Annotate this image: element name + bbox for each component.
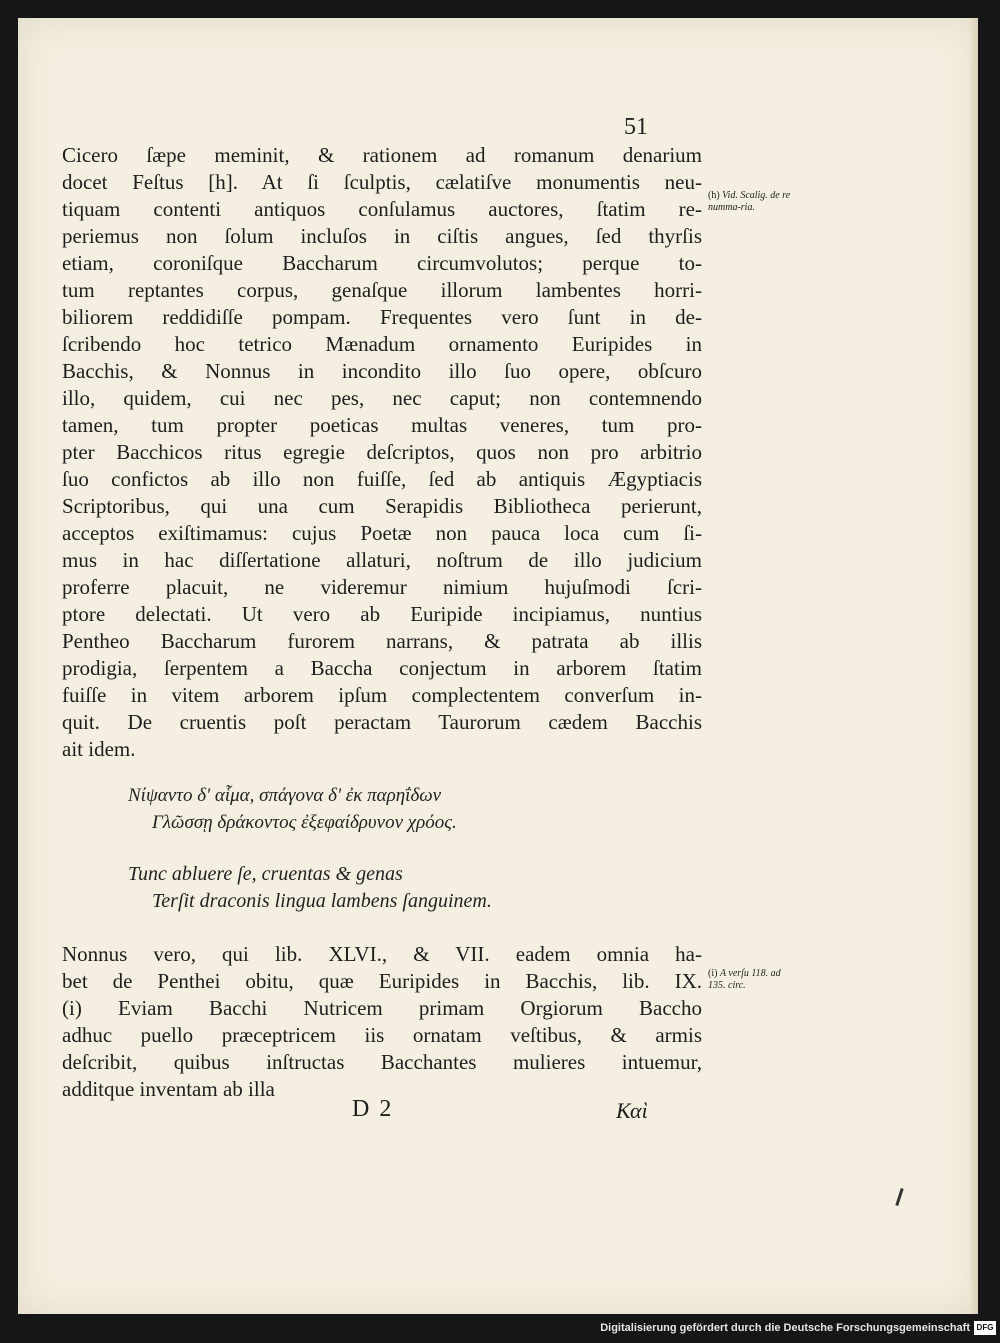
paragraph-2: [62, 941, 702, 1103]
paragraph-1: [62, 142, 702, 763]
text-line: Tunc abluere ſe, cruentas & genas: [128, 863, 403, 885]
text-line: tiquam contenti antiquos conſulamus auctores, ſtatim re-: [62, 197, 702, 221]
signature-mark: D 2: [352, 1096, 394, 1122]
text-line: prodigia, ſerpentem a Baccha conjectum in arborem ſtatim: [62, 656, 702, 680]
ink-speck: [895, 1188, 903, 1206]
text-line: Scriptoribus, qui una cum Serapidis Bibliotheca perierunt,: [62, 494, 702, 518]
footer-bar: [0, 1318, 1000, 1343]
text-line: additque inventam ab illa: [62, 1077, 275, 1101]
text-line: docet Feſtus [h]. At ſi ſculptis, cælatiſve monumentis neu-: [62, 170, 702, 194]
text-line: Bacchis, & Nonnus in incondito illo ſuo opere, obſcuro: [62, 359, 702, 383]
catchword: Καὶ: [616, 1098, 648, 1123]
latin-verse: [128, 861, 648, 915]
text-line: Νίψαντο δ' αἷμα, σπάγονα δ' ἐκ παρηΐδων: [128, 785, 442, 806]
text-line: ait idem.: [62, 737, 136, 761]
text-line: (i) Eviam Bacchi Nutricem primam Orgiorum Baccho: [62, 996, 702, 1020]
text-line: quit. De cruentis poſt peractam Taurorum cædem Bacchis: [62, 710, 702, 734]
text-line: ſcribendo hoc tetrico Mænadum ornamento Euripides in: [62, 332, 702, 356]
text-line: Cicero ſæpe meminit, & rationem ad romanum denarium: [62, 143, 702, 167]
text-line: acceptos exiſtimamus: cujus Poetæ non pauca loca cum ſi-: [62, 521, 702, 545]
text-line: bet de Penthei obitu, quæ Euripides in Bacchis, lib. IX.: [62, 969, 702, 993]
text-line: adhuc puello præceptricem iis ornatam veſtibus, & armis: [62, 1023, 702, 1047]
page-number: 51: [624, 114, 648, 140]
text-line: mus in hac diſſertatione allaturi, noſtrum de illo judicium: [62, 548, 702, 572]
text-line: Nonnus vero, qui lib. XLVI., & VII. eadem omnia ha-: [62, 942, 702, 966]
marginal-note-i: [708, 968, 798, 992]
page-edge: [970, 18, 978, 1314]
dfg-logo: DFG: [974, 1321, 996, 1335]
note-h-mark: (h): [708, 190, 720, 201]
footer-credit: Digitalisierung gefördert durch die Deutsche Forschungsgemeinschaft: [600, 1322, 970, 1334]
text-line: biliorem reddidiſſe pompam. Frequentes vero ſunt in de-: [62, 305, 702, 329]
note-i-mark: (i): [708, 968, 718, 979]
text-line: deſcribit, quibus inſtructas Bacchantes mulieres intuemur,: [62, 1050, 702, 1074]
marginal-note-h: [708, 190, 798, 214]
text-line: Pentheo Baccharum furorem narrans, & patrata ab illis: [62, 629, 702, 653]
text-line: illo, quidem, cui nec pes, nec caput; non contemnendo: [62, 386, 702, 410]
text-line: Γλῶσσῃ δράκοντος ἐξεφαίδρυνον χρόος.: [152, 812, 457, 833]
book-page: [18, 18, 978, 1314]
text-line: proferre placuit, ne videremur nimium hujuſmodi ſcri-: [62, 575, 702, 599]
note-i-text: A verſu 118. ad 135. circ.: [708, 968, 781, 991]
note-h-text: Vid. Scalig. de re numma-ria.: [708, 190, 791, 213]
text-line: periemus non ſolum incluſos in ciſtis angues, ſed thyrſis: [62, 224, 702, 248]
greek-verse: [128, 782, 648, 836]
text-line: etiam, coroniſque Baccharum circumvolutos; perque to-: [62, 251, 702, 275]
text-line: tamen, tum propter poeticas multas veneres, tum pro-: [62, 413, 702, 437]
text-line: Terſit draconis lingua lambens ſanguinem.: [152, 890, 492, 912]
text-line: tum reptantes corpus, genaſque illorum lambentes horri-: [62, 278, 702, 302]
text-line: ſuo confictos ab illo non fuiſſe, ſed ab antiquis Ægyptiacis: [62, 467, 702, 491]
text-line: pter Bacchicos ritus egregie deſcriptos, quos non pro arbitrio: [62, 440, 702, 464]
text-line: ptore delectati. Ut vero ab Euripide incipiamus, nuntius: [62, 602, 702, 626]
text-line: fuiſſe in vitem arborem ipſum complectentem converſum in-: [62, 683, 702, 707]
